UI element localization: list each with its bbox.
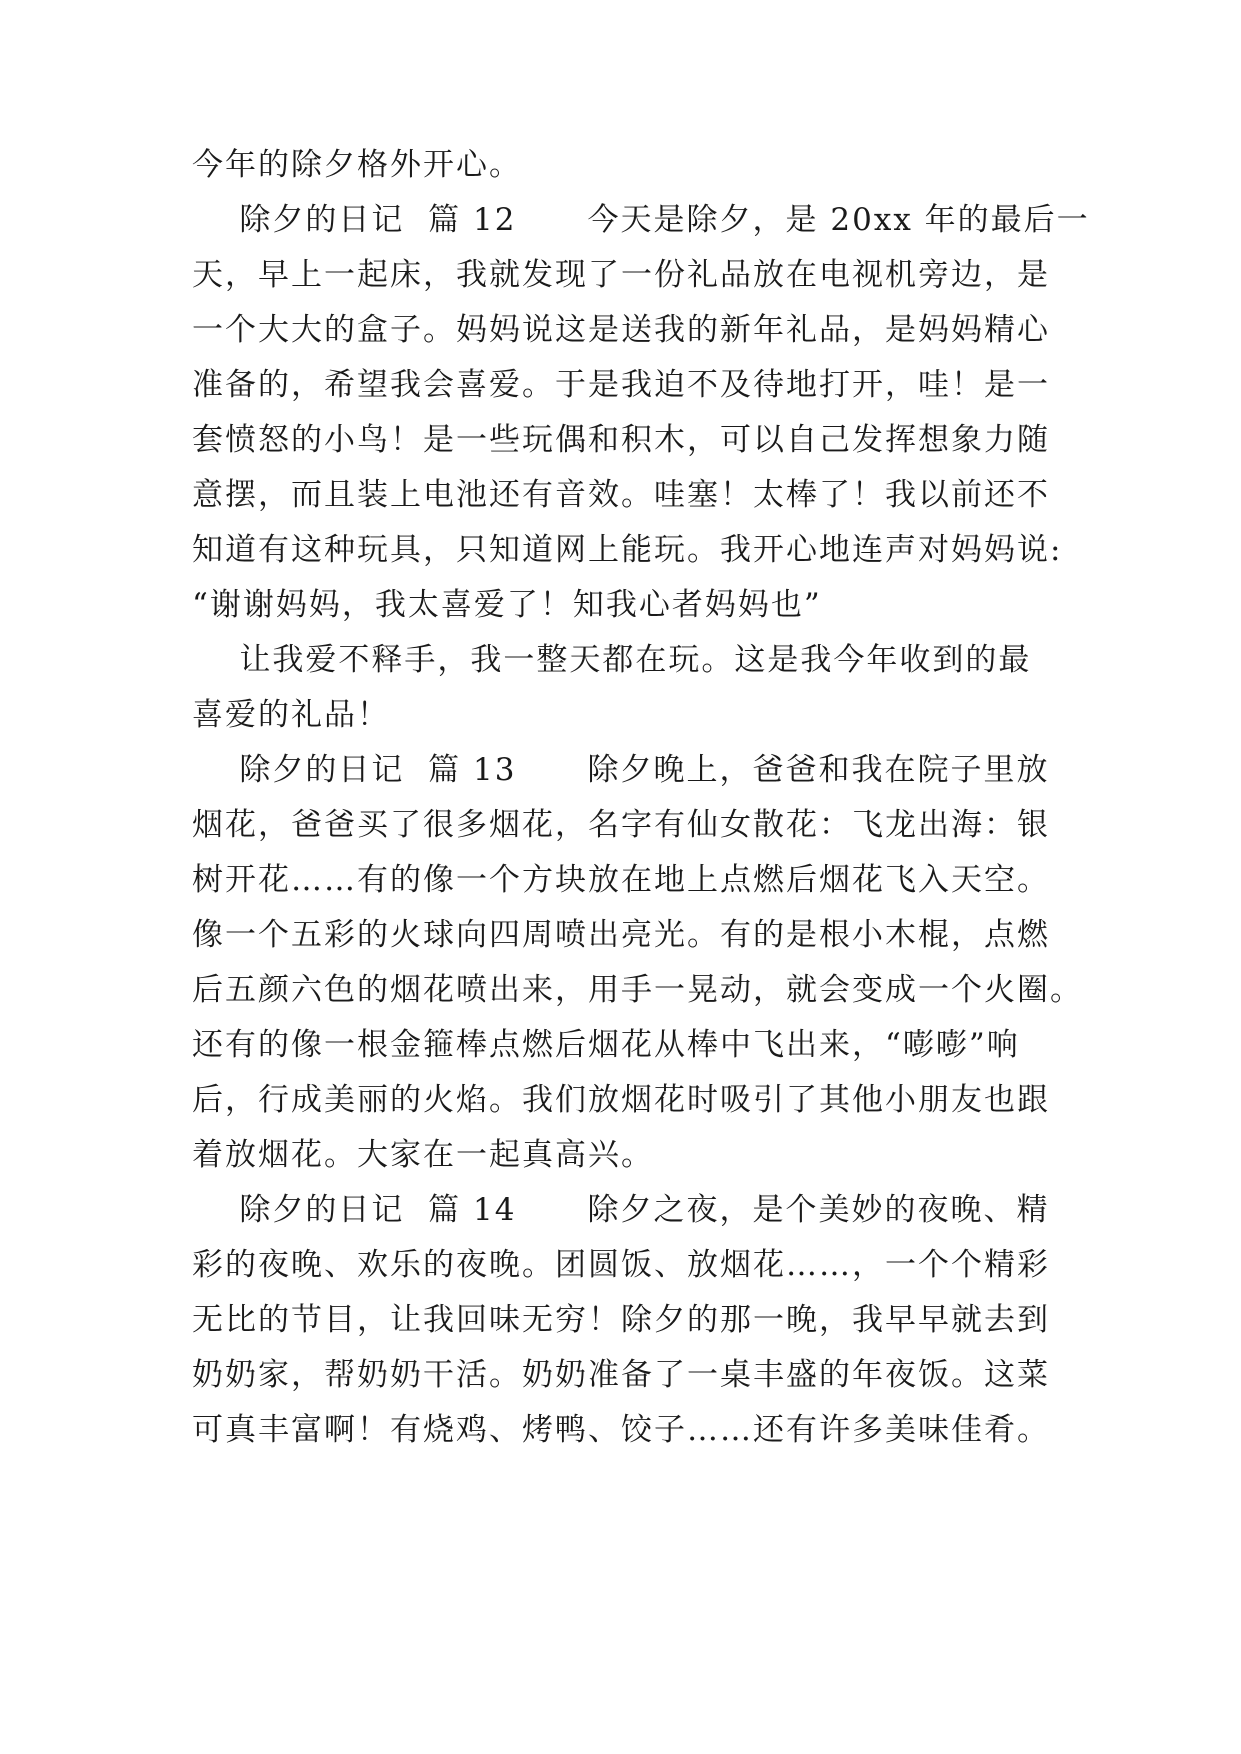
text-line: 烟花，爸爸买了很多烟花，名字有仙女散花：飞龙出海：银: [192, 807, 1050, 843]
section-heading-line: 除夕的日记 篇 12 今天是除夕，是 20xx 年的最后一: [192, 202, 1090, 238]
text-line: 像一个五彩的火球向四周喷出亮光。有的是根小木棍，点燃: [192, 917, 1050, 953]
text-line: 意摆，而且装上电池还有音效。哇塞！太棒了！我以前还不: [192, 477, 1050, 513]
text-line: 奶奶家，帮奶奶干活。奶奶准备了一桌丰盛的年夜饭。这菜: [192, 1357, 1050, 1393]
text-line: 还有的像一根金箍棒点燃后烟花从棒中飞出来，“嘭嘭”响: [192, 1027, 1020, 1063]
text-line: 后五颜六色的烟花喷出来，用手一晃动，就会变成一个火圈。: [192, 972, 1083, 1008]
text-line: 着放烟花。大家在一起真高兴。: [192, 1137, 654, 1173]
text-line: 套愤怒的小鸟！是一些玩偶和积木，可以自己发挥想象力随: [192, 422, 1050, 458]
text-line: 彩的夜晚、欢乐的夜晚。团圆饭、放烟花……，一个个精彩: [192, 1247, 1050, 1283]
text-line: 让我爱不释手，我一整天都在玩。这是我今年收到的最: [192, 642, 1032, 678]
section-heading-line: 除夕的日记 篇 14 除夕之夜，是个美妙的夜晚、精: [192, 1192, 1050, 1228]
section-heading-line: 除夕的日记 篇 13 除夕晚上，爸爸和我在院子里放: [192, 752, 1050, 788]
text-line: 无比的节目，让我回味无穷！除夕的那一晚，我早早就去到: [192, 1302, 1050, 1338]
text-line: 树开花……有的像一个方块放在地上点燃后烟花飞入天空。: [192, 862, 1050, 898]
text-line: 天，早上一起床，我就发现了一份礼品放在电视机旁边，是: [192, 257, 1050, 293]
text-line: 知道有这种玩具，只知道网上能玩。我开心地连声对妈妈说:: [192, 532, 1063, 568]
text-line: 后，行成美丽的火焰。我们放烟花时吸引了其他小朋友也跟: [192, 1082, 1050, 1118]
text-line: 准备的，希望我会喜爱。于是我迫不及待地打开，哇！是一: [192, 367, 1050, 403]
text-line: “谢谢妈妈，我太喜爱了！知我心者妈妈也”: [192, 587, 822, 623]
text-line: 可真丰富啊！有烧鸡、烤鸭、饺子……还有许多美味佳肴。: [192, 1412, 1050, 1448]
text-line: 今年的除夕格外开心。: [192, 147, 522, 183]
text-line: 一个大大的盒子。妈妈说这是送我的新年礼品，是妈妈精心: [192, 312, 1050, 348]
text-line: 喜爱的礼品！: [192, 697, 390, 733]
